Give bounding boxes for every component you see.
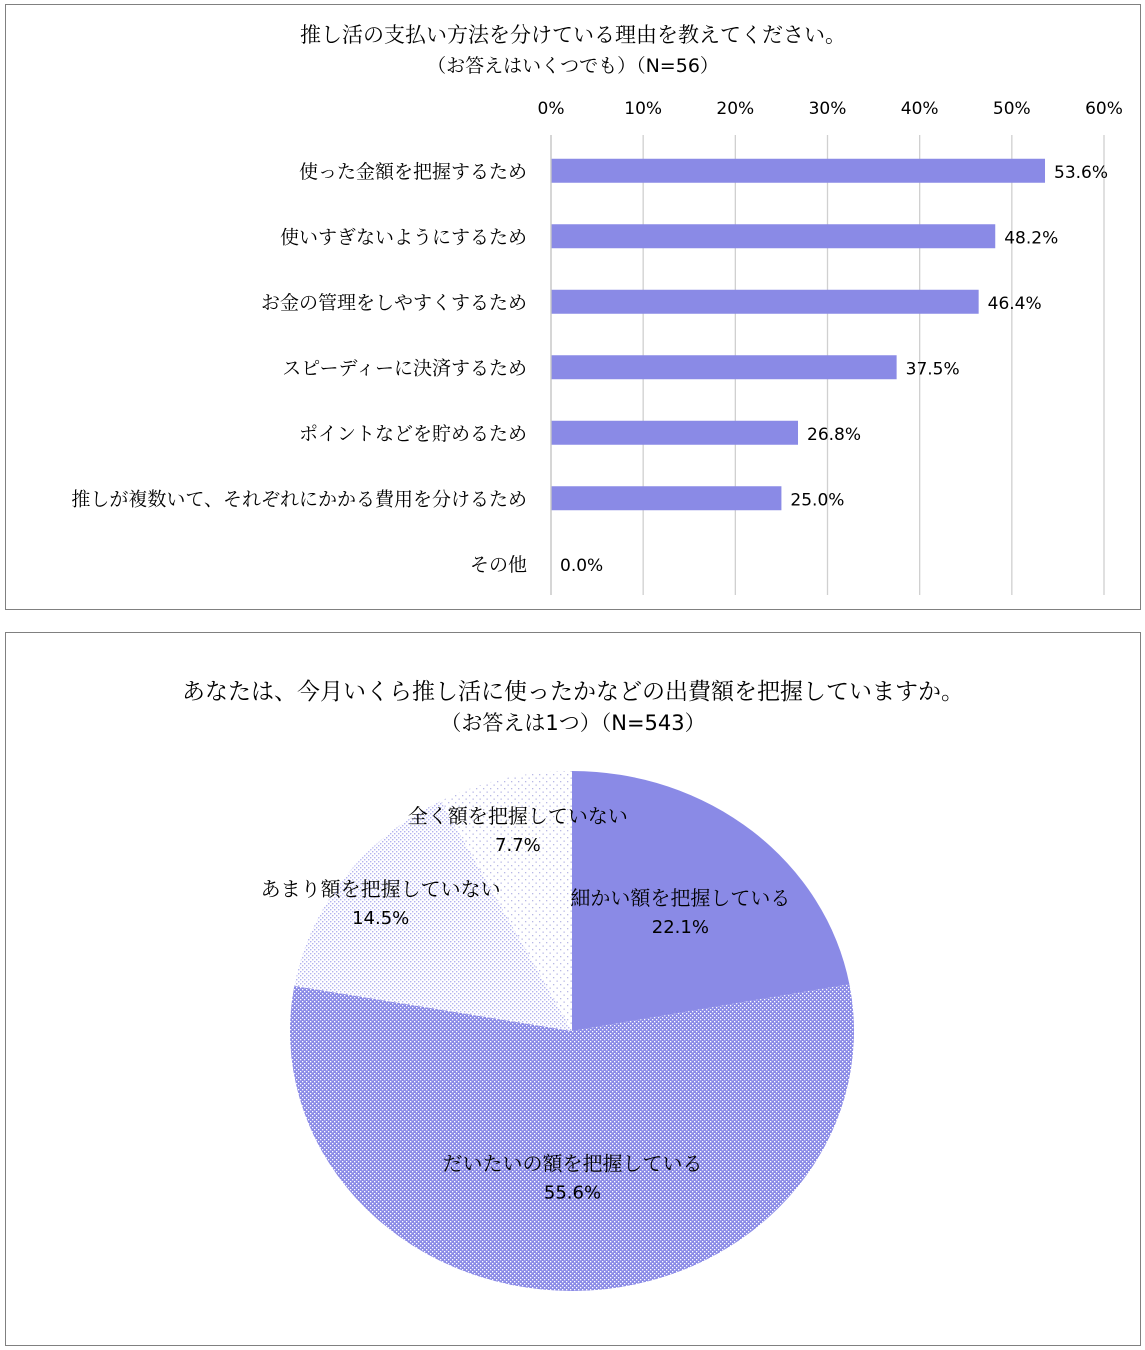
category-label: ポイントなどを貯めるため xyxy=(298,422,527,445)
value-label: 53.6% xyxy=(1054,162,1109,183)
bar-chart-plot xyxy=(6,5,1142,611)
slice-label: あまり額を把握していない xyxy=(260,877,501,902)
slice-value-label: 22.1% xyxy=(651,917,709,939)
slice-value-label: 55.6% xyxy=(543,1182,602,1204)
bar xyxy=(551,290,979,314)
slice-value-label: 14.5% xyxy=(352,908,410,930)
category-label: 推しが複数いて、それぞれにかかる費用を分けるため xyxy=(71,488,527,511)
pie-chart-title: あなたは、今月いくら推し活に使ったかなどの出費額を把握していますか。 xyxy=(182,679,964,705)
x-tick-label: 60% xyxy=(1085,99,1123,119)
slice-label: 全く額を把握していない xyxy=(407,804,628,829)
bar-chart-subtitle: （お答えはいくつでも）（N=56） xyxy=(427,55,719,77)
value-label: 48.2% xyxy=(1004,228,1059,249)
category-label: スピーディーに決済するため xyxy=(282,357,527,380)
pie-chart-panel xyxy=(5,632,1141,1346)
value-label: 26.8% xyxy=(807,424,862,445)
x-tick-label: 40% xyxy=(900,99,939,119)
bar xyxy=(551,159,1045,183)
bar xyxy=(551,421,798,445)
value-label: 25.0% xyxy=(790,490,845,511)
category-label: 使った金額を把握するため xyxy=(298,160,527,183)
bar-chart-title: 推し活の支払い方法を分けている理由を教えてください。 xyxy=(300,23,846,47)
value-label: 0.0% xyxy=(560,555,604,576)
bar-chart-panel xyxy=(5,4,1141,610)
value-label: 37.5% xyxy=(905,359,960,380)
x-tick-label: 30% xyxy=(808,99,847,119)
category-label: 使いすぎないようにするため xyxy=(279,226,527,249)
slice-label: 細かい額を把握している xyxy=(570,886,791,911)
x-tick-label: 10% xyxy=(624,99,663,119)
pie-chart-subtitle: （お答えは1つ）（N=543） xyxy=(440,711,706,735)
category-label: その他 xyxy=(469,553,527,576)
slice-label: だいたいの額を把握している xyxy=(442,1151,703,1176)
x-tick-label: 20% xyxy=(716,99,755,119)
bar xyxy=(551,224,995,248)
x-tick-label: 0% xyxy=(537,99,565,119)
bar xyxy=(551,355,897,379)
category-label: お金の管理をしやすくするため xyxy=(260,291,527,314)
x-tick-label: 50% xyxy=(992,99,1031,119)
bar xyxy=(551,486,781,510)
slice-value-label: 7.7% xyxy=(495,835,541,857)
pie-chart-plot xyxy=(6,633,1142,1347)
value-label: 46.4% xyxy=(987,293,1042,314)
